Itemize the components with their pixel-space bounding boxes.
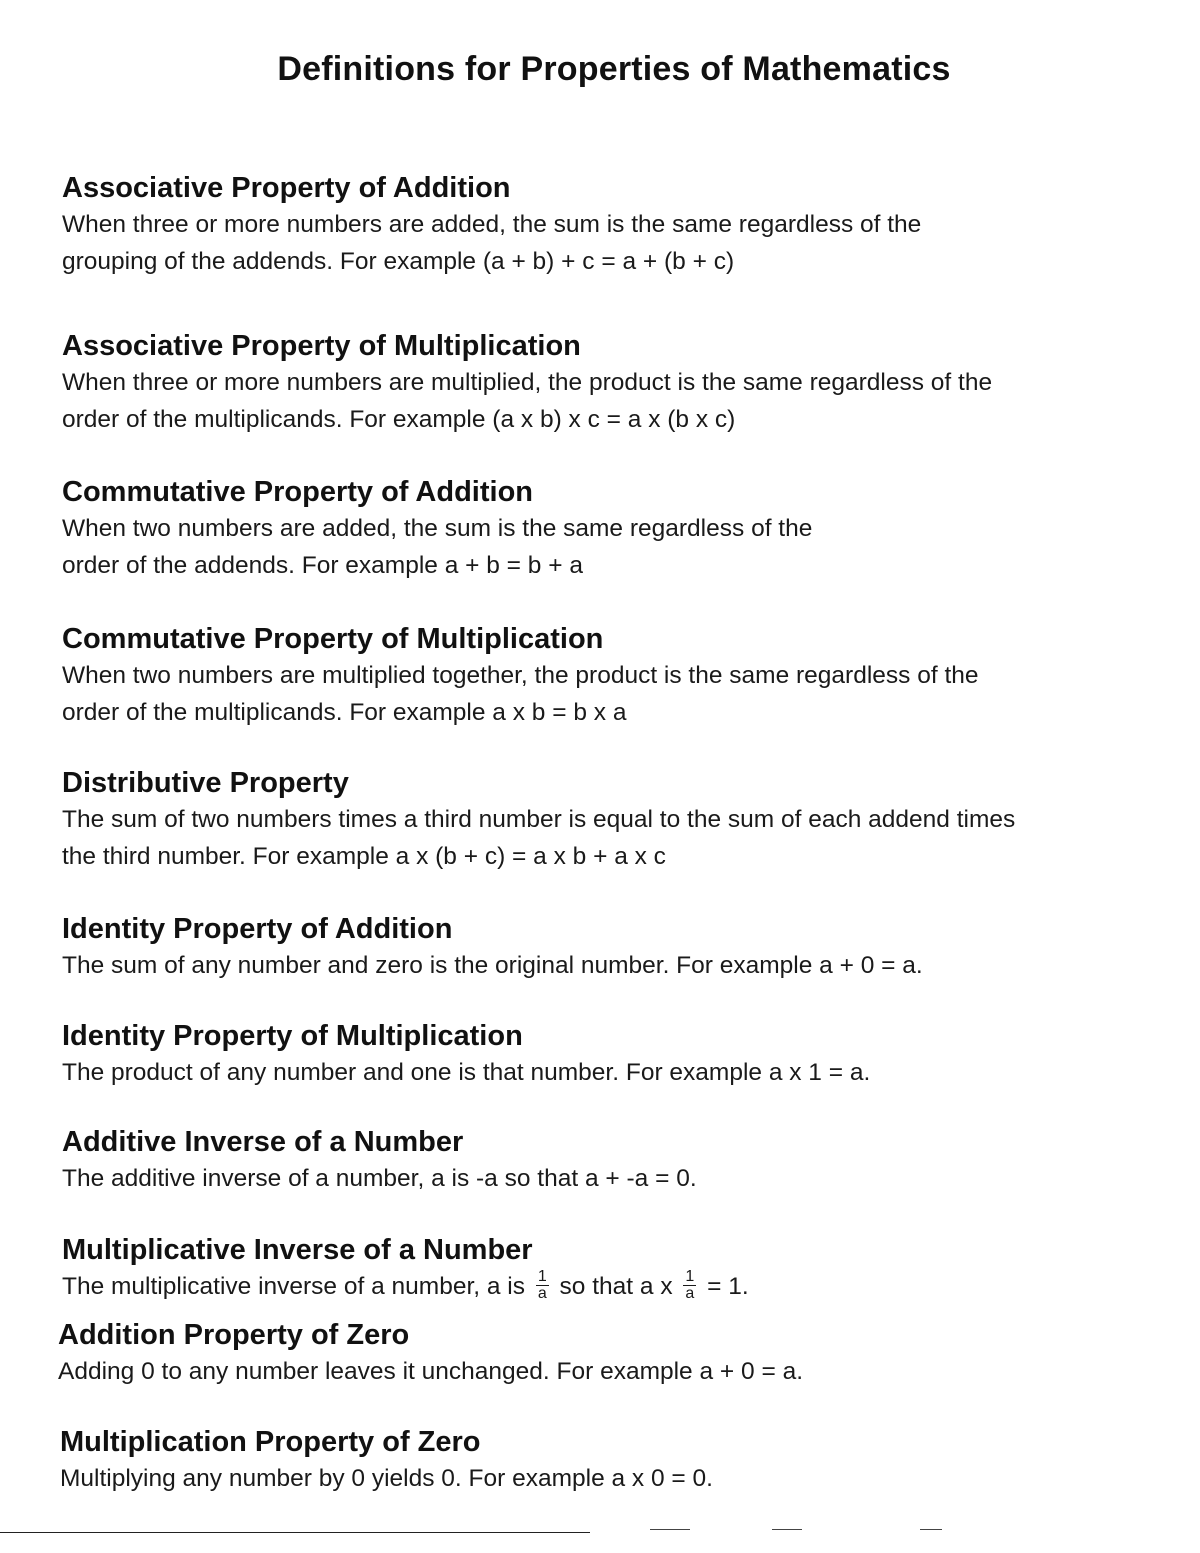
definition-text: order of the multiplicands. For example (a x b) x c = a x (b x c) bbox=[62, 406, 736, 433]
definition-text bbox=[62, 1268, 1162, 1305]
definition-multiplicative-inverse bbox=[62, 1232, 1162, 1305]
scan-artifact bbox=[650, 1529, 690, 1530]
page-title: Definitions for Properties of Mathematics bbox=[277, 50, 951, 88]
definition-text: grouping of the addends. For example (a + b) + c = a + (b + c) bbox=[62, 248, 735, 275]
definition-associative-addition bbox=[62, 170, 1162, 280]
definition-text: When two numbers are multiplied together, the product is the same regardless of the bbox=[62, 662, 979, 689]
definition-text-part: = 1. bbox=[707, 1273, 749, 1300]
definition-text: the third number. For example a x (b + c) = a x b + a x c bbox=[62, 843, 666, 870]
definition-multiplication-zero bbox=[60, 1424, 1160, 1497]
definition-commutative-multiplication bbox=[62, 621, 1162, 731]
definition-text: When three or more numbers are added, the sum is the same regardless of the bbox=[62, 211, 922, 238]
definition-identity-multiplication bbox=[62, 1018, 1162, 1091]
definition-heading: Addition Property of Zero bbox=[58, 1319, 410, 1351]
definition-heading: Additive Inverse of a Number bbox=[62, 1126, 464, 1158]
definition-text: Adding 0 to any number leaves it unchanged. For example a + 0 = a. bbox=[58, 1358, 804, 1385]
definition-heading: Multiplicative Inverse of a Number bbox=[62, 1234, 533, 1266]
definition-heading: Multiplication Property of Zero bbox=[60, 1426, 481, 1458]
definition-text: Multiplying any number by 0 yields 0. For example a x 0 = 0. bbox=[60, 1465, 713, 1492]
definition-heading: Commutative Property of Addition bbox=[62, 476, 533, 508]
definition-text-part: so that a x bbox=[559, 1273, 673, 1300]
definition-commutative-addition bbox=[62, 474, 1162, 584]
fraction-denominator: a bbox=[537, 1285, 547, 1303]
definition-text: order of the multiplicands. For example a x b = b x a bbox=[62, 699, 627, 726]
definition-heading: Associative Property of Addition bbox=[62, 172, 511, 204]
definition-text: The sum of two numbers times a third number is equal to the sum of each addend times bbox=[62, 806, 1016, 833]
definition-text: The additive inverse of a number, a is -a so that a + -a = 0. bbox=[62, 1165, 697, 1192]
definition-text: When three or more numbers are multiplied, the product is the same regardless of the bbox=[62, 369, 993, 396]
definition-associative-multiplication bbox=[62, 328, 1162, 438]
scan-artifact bbox=[772, 1529, 802, 1530]
definition-heading: Associative Property of Multiplication bbox=[62, 330, 581, 362]
definition-addition-zero bbox=[58, 1317, 1158, 1390]
definition-additive-inverse bbox=[62, 1124, 1162, 1197]
scan-artifact bbox=[920, 1529, 942, 1530]
definition-heading: Identity Property of Addition bbox=[62, 913, 453, 945]
definition-text: The product of any number and one is that number. For example a x 1 = a. bbox=[62, 1059, 871, 1086]
definition-heading: Distributive Property bbox=[62, 767, 349, 799]
fraction-numerator: 1 bbox=[537, 1268, 547, 1286]
fraction-numerator: 1 bbox=[685, 1268, 695, 1286]
definition-text: When two numbers are added, the sum is the same regardless of the bbox=[62, 515, 813, 542]
fraction-denominator: a bbox=[685, 1285, 695, 1303]
definition-text: The sum of any number and zero is the original number. For example a + 0 = a. bbox=[62, 952, 923, 979]
definition-text: order of the addends. For example a + b = b + a bbox=[62, 552, 583, 579]
definition-identity-addition bbox=[62, 911, 1162, 984]
definition-distributive bbox=[62, 765, 1162, 875]
definition-heading: Commutative Property of Multiplication bbox=[62, 623, 604, 655]
definition-text-part: The multiplicative inverse of a number, a is bbox=[62, 1273, 525, 1300]
definition-heading: Identity Property of Multiplication bbox=[62, 1020, 523, 1052]
page-bottom-rule bbox=[0, 1532, 590, 1533]
fraction-one-over-a bbox=[536, 1269, 549, 1302]
fraction-one-over-a bbox=[683, 1269, 696, 1302]
